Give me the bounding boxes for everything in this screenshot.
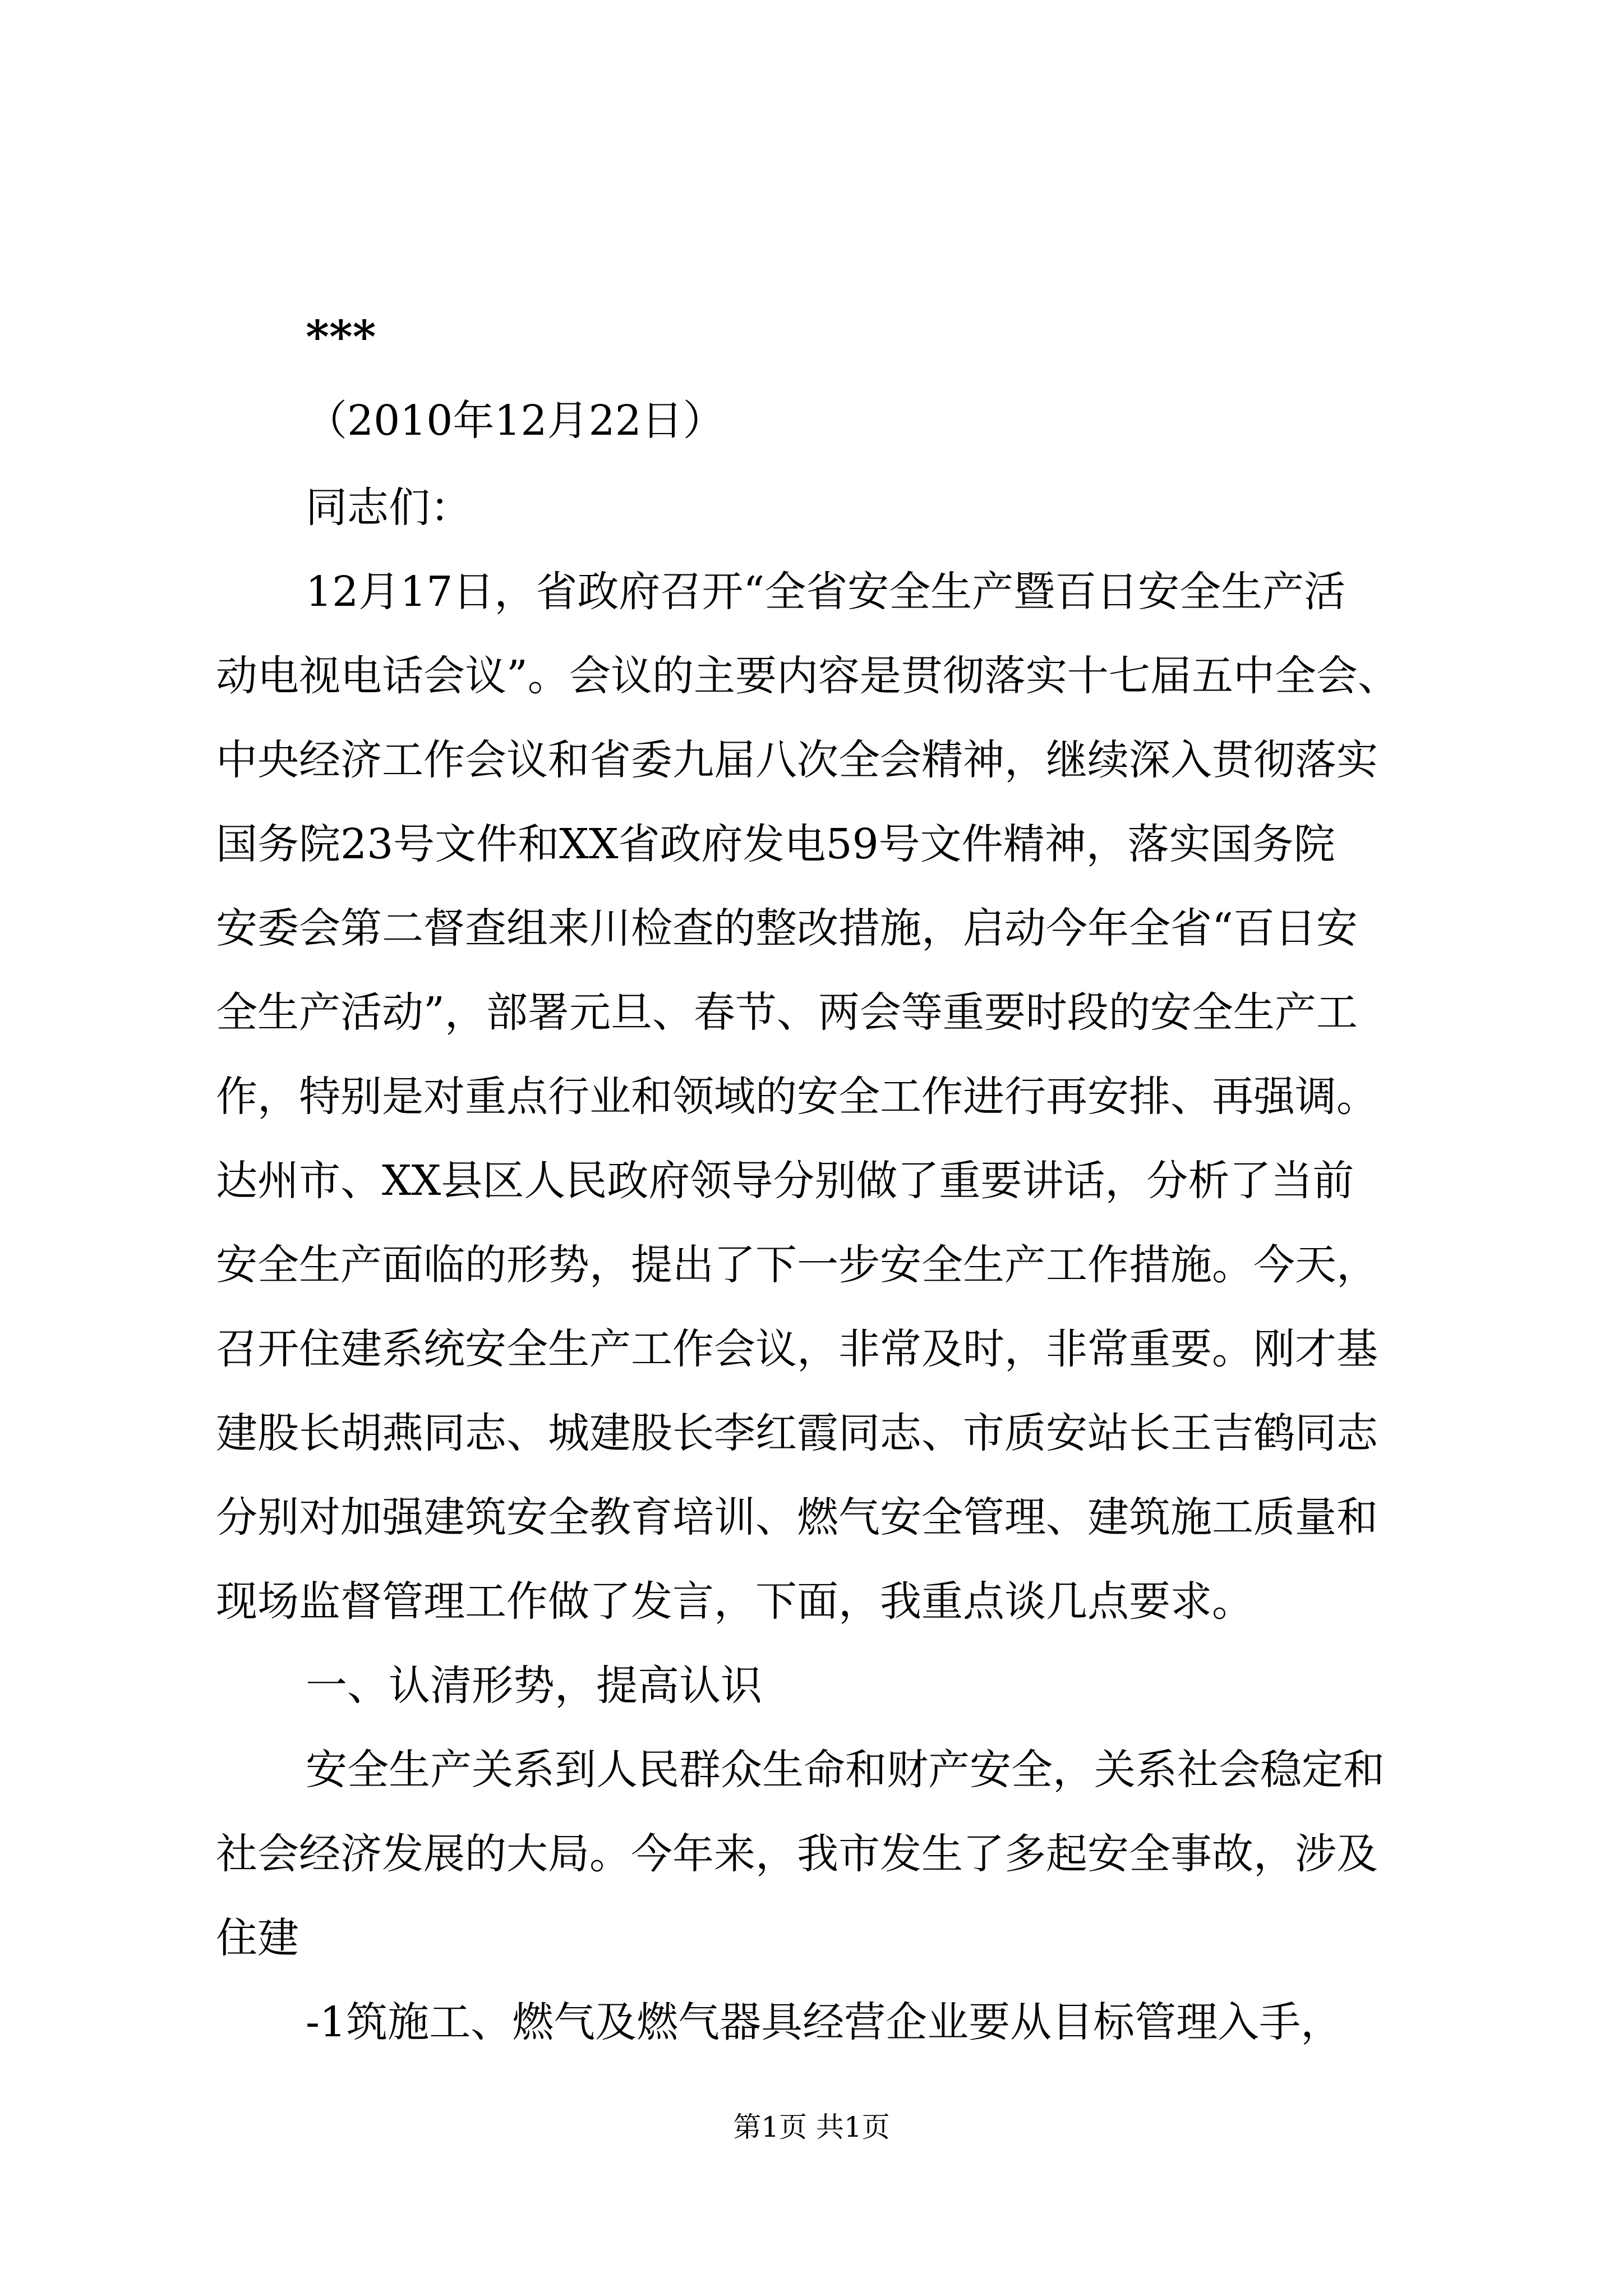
paragraph-line: 作，特别是对重点行业和领域的安全工作进行再安排、再强调。	[216, 1073, 1378, 1121]
paragraph-line: 安委会第二督查组来川检查的整改措施，启动今年全省“百日安	[216, 904, 1358, 953]
paragraph-line: 中央经济工作会议和省委九届八次全会精神，继续深入贯彻落实	[216, 736, 1378, 784]
paragraph-line: 社会经济发展的大局。今年来，我市发生了多起安全事故，涉及	[216, 1830, 1378, 1878]
paragraph-line: 住建	[216, 1914, 299, 1962]
salutation: 同志们：	[306, 484, 472, 532]
paragraph-line: 达州市、XX县区人民政府领导分别做了重要讲话，分析了当前	[216, 1157, 1354, 1205]
page-footer: 第1页 共1页	[733, 2111, 890, 2143]
paragraph-line: 召开住建系统安全生产工作会议，非常及时，非常重要。刚才基	[216, 1325, 1378, 1373]
author-mark: ***	[306, 310, 376, 363]
paragraph-line: 全生产活动”，部署元旦、春节、两会等重要时段的安全生产工	[216, 988, 1358, 1037]
page-fragment-line: -1筑施工、燃气及燃气器具经营企业要从目标管理入手，	[306, 1998, 1343, 2046]
section-heading: 一、认清形势，提高认识	[306, 1662, 762, 1710]
paragraph-line: 动电视电话会议”。会议的主要内容是贯彻落实十七届五中全会、	[216, 652, 1399, 700]
paragraph-line: 安全生产面临的形势，提出了下一步安全生产工作措施。今天，	[216, 1241, 1378, 1289]
speech-date: （2010年12月22日）	[306, 397, 725, 445]
paragraph-line: 12月17日，省政府召开“全省安全生产暨百日安全生产活	[306, 568, 1346, 616]
paragraph-line: 安全生产关系到人民群众生命和财产安全，关系社会稳定和	[306, 1746, 1385, 1794]
paragraph-line: 现场监督管理工作做了发言，下面，我重点谈几点要求。	[216, 1577, 1253, 1626]
paragraph-line: 建股长胡燕同志、城建股长李红霞同志、市质安站长王吉鹤同志	[216, 1409, 1378, 1457]
paragraph-line: 分别对加强建筑安全教育培训、燃气安全管理、建筑施工质量和	[216, 1493, 1378, 1542]
paragraph-line: 国务院23号文件和XX省政府发电59号文件精神，落实国务院	[216, 820, 1335, 868]
